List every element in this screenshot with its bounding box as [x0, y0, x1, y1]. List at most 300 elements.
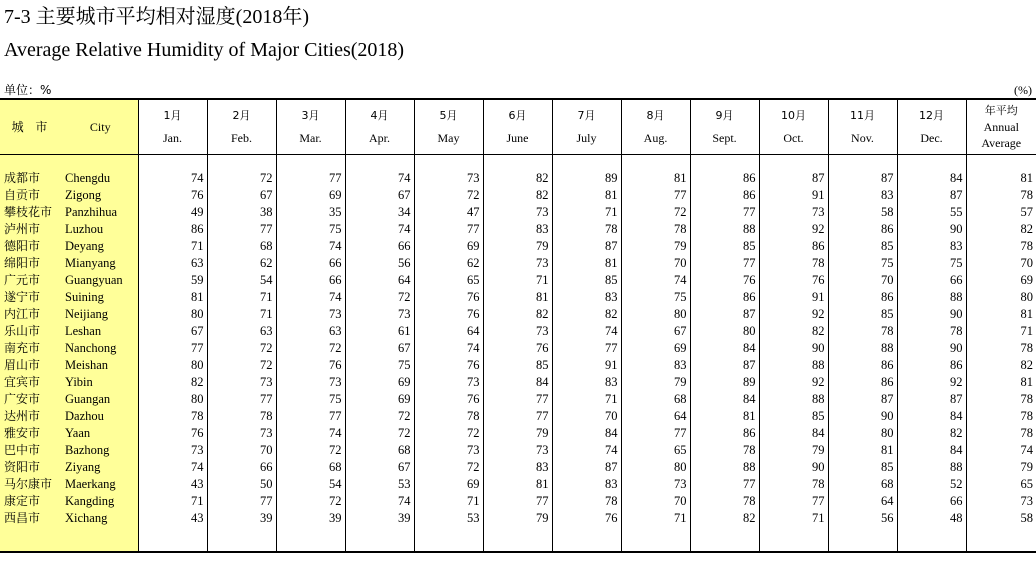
humidity-cell: 86 [828, 289, 897, 306]
humidity-cell: 74 [345, 221, 414, 238]
annual-average-cell: 78 [966, 238, 1036, 255]
humidity-cell: 82 [483, 170, 552, 187]
humidity-cell: 78 [828, 323, 897, 340]
humidity-cell: 84 [759, 425, 828, 442]
table-header-row [0, 99, 1036, 155]
humidity-cell: 77 [759, 493, 828, 510]
humidity-cell: 49 [138, 204, 207, 221]
humidity-cell: 65 [414, 272, 483, 289]
city-name-cn: 德阳市 [0, 238, 63, 255]
city-name-cn: 达州市 [0, 408, 63, 425]
humidity-cell: 75 [345, 357, 414, 374]
humidity-cell: 38 [207, 204, 276, 221]
humidity-cell: 86 [138, 221, 207, 238]
humidity-cell: 73 [759, 204, 828, 221]
humidity-cell: 70 [621, 493, 690, 510]
annual-average-cell: 71 [966, 323, 1036, 340]
humidity-cell: 82 [483, 306, 552, 323]
humidity-cell: 68 [207, 238, 276, 255]
humidity-cell: 77 [690, 255, 759, 272]
header-annual-average: 年平均 Annual Average [966, 99, 1036, 155]
humidity-cell: 91 [552, 357, 621, 374]
humidity-cell: 78 [759, 476, 828, 493]
humidity-cell: 71 [138, 238, 207, 255]
header-month: 7月 July [552, 99, 621, 155]
humidity-cell: 85 [828, 238, 897, 255]
humidity-cell: 87 [690, 357, 759, 374]
header-city-en: City [63, 99, 138, 155]
humidity-cell: 76 [138, 425, 207, 442]
humidity-cell: 70 [828, 272, 897, 289]
table-row [0, 510, 1036, 527]
humidity-cell: 76 [414, 391, 483, 408]
humidity-cell: 72 [276, 340, 345, 357]
humidity-cell: 78 [552, 221, 621, 238]
table-end-row [0, 527, 1036, 552]
humidity-cell: 77 [276, 408, 345, 425]
humidity-cell: 76 [276, 357, 345, 374]
annual-average-cell: 57 [966, 204, 1036, 221]
city-name-cn: 遂宁市 [0, 289, 63, 306]
humidity-cell: 75 [897, 255, 966, 272]
humidity-cell: 78 [759, 255, 828, 272]
humidity-cell: 75 [276, 221, 345, 238]
humidity-cell: 77 [207, 493, 276, 510]
humidity-cell: 73 [207, 425, 276, 442]
unit-label: 单位：% [4, 83, 52, 97]
city-name-en: Dazhou [63, 408, 138, 425]
humidity-cell: 76 [138, 187, 207, 204]
humidity-cell: 73 [276, 306, 345, 323]
humidity-cell: 83 [483, 459, 552, 476]
humidity-cell: 85 [759, 408, 828, 425]
humidity-cell: 90 [828, 408, 897, 425]
humidity-cell: 69 [621, 340, 690, 357]
humidity-cell: 87 [828, 391, 897, 408]
humidity-cell: 73 [483, 255, 552, 272]
humidity-cell: 83 [552, 374, 621, 391]
humidity-cell: 80 [621, 306, 690, 323]
table-row [0, 357, 1036, 374]
annual-average-cell: 81 [966, 170, 1036, 187]
humidity-cell: 48 [897, 510, 966, 527]
humidity-cell: 84 [897, 170, 966, 187]
annual-average-cell: 58 [966, 510, 1036, 527]
humidity-cell: 68 [621, 391, 690, 408]
table-row [0, 306, 1036, 323]
page-title-chinese: 7-3 主要城市平均相对湿度(2018年) [4, 6, 309, 28]
table-row [0, 391, 1036, 408]
humidity-cell: 71 [207, 289, 276, 306]
humidity-cell: 50 [207, 476, 276, 493]
humidity-cell: 80 [138, 391, 207, 408]
city-name-en: Leshan [63, 323, 138, 340]
humidity-cell: 78 [897, 323, 966, 340]
humidity-cell: 83 [897, 238, 966, 255]
humidity-cell: 70 [207, 442, 276, 459]
humidity-cell: 71 [552, 204, 621, 221]
humidity-cell: 59 [138, 272, 207, 289]
humidity-cell: 63 [276, 323, 345, 340]
humidity-cell: 69 [276, 187, 345, 204]
humidity-cell: 88 [897, 459, 966, 476]
humidity-cell: 70 [552, 408, 621, 425]
humidity-cell: 85 [483, 357, 552, 374]
city-name-cn: 马尔康市 [0, 476, 63, 493]
city-name-en: Guangan [63, 391, 138, 408]
humidity-cell: 72 [621, 204, 690, 221]
humidity-cell: 87 [759, 170, 828, 187]
humidity-cell: 83 [552, 476, 621, 493]
humidity-cell: 88 [759, 391, 828, 408]
humidity-cell: 58 [828, 204, 897, 221]
humidity-cell: 74 [276, 289, 345, 306]
humidity-cell: 85 [828, 459, 897, 476]
annual-average-cell: 73 [966, 493, 1036, 510]
humidity-cell: 86 [759, 238, 828, 255]
annual-average-cell: 69 [966, 272, 1036, 289]
humidity-cell: 87 [552, 459, 621, 476]
city-name-en: Guangyuan [63, 272, 138, 289]
humidity-cell: 90 [759, 459, 828, 476]
humidity-cell: 65 [621, 442, 690, 459]
table-row [0, 408, 1036, 425]
annual-average-cell: 81 [966, 306, 1036, 323]
humidity-cell: 39 [276, 510, 345, 527]
humidity-cell: 82 [552, 306, 621, 323]
humidity-cell: 73 [345, 306, 414, 323]
city-name-cn: 成都市 [0, 170, 63, 187]
humidity-cell: 73 [414, 374, 483, 391]
humidity-cell: 84 [897, 442, 966, 459]
header-city-cn: 城 市 [0, 99, 63, 155]
humidity-cell: 90 [897, 221, 966, 238]
humidity-cell: 88 [690, 221, 759, 238]
humidity-cell: 73 [483, 204, 552, 221]
city-name-cn: 自贡市 [0, 187, 63, 204]
humidity-cell: 81 [552, 255, 621, 272]
city-name-en: Kangding [63, 493, 138, 510]
humidity-cell: 74 [276, 238, 345, 255]
header-month: 3月 Mar. [276, 99, 345, 155]
humidity-cell: 85 [552, 272, 621, 289]
humidity-cell: 91 [759, 289, 828, 306]
humidity-cell: 74 [414, 340, 483, 357]
header-month: 12月 Dec. [897, 99, 966, 155]
humidity-cell: 87 [828, 170, 897, 187]
humidity-cell: 69 [345, 374, 414, 391]
humidity-cell: 72 [345, 425, 414, 442]
humidity-cell: 78 [690, 442, 759, 459]
city-name-en: Yaan [63, 425, 138, 442]
humidity-cell: 86 [690, 187, 759, 204]
humidity-cell: 75 [621, 289, 690, 306]
humidity-cell: 81 [828, 442, 897, 459]
humidity-cell: 71 [414, 493, 483, 510]
humidity-cell: 62 [414, 255, 483, 272]
humidity-cell: 89 [690, 374, 759, 391]
city-name-en: Suining [63, 289, 138, 306]
humidity-cell: 77 [552, 340, 621, 357]
humidity-cell: 74 [345, 493, 414, 510]
humidity-cell: 77 [207, 221, 276, 238]
humidity-cell: 67 [207, 187, 276, 204]
humidity-cell: 43 [138, 510, 207, 527]
humidity-cell: 86 [828, 357, 897, 374]
header-month: 9月 Sept. [690, 99, 759, 155]
humidity-cell: 72 [414, 425, 483, 442]
humidity-cell: 43 [138, 476, 207, 493]
city-name-cn: 攀枝花市 [0, 204, 63, 221]
humidity-cell: 83 [483, 221, 552, 238]
table-row [0, 476, 1036, 493]
humidity-cell: 90 [897, 340, 966, 357]
humidity-cell: 90 [759, 340, 828, 357]
city-name-cn: 广安市 [0, 391, 63, 408]
city-name-cn: 绵阳市 [0, 255, 63, 272]
humidity-cell: 76 [483, 340, 552, 357]
humidity-cell: 54 [207, 272, 276, 289]
table-row [0, 442, 1036, 459]
humidity-cell: 77 [621, 425, 690, 442]
annual-average-cell: 78 [966, 187, 1036, 204]
humidity-cell: 71 [207, 306, 276, 323]
humidity-cell: 86 [690, 289, 759, 306]
city-name-en: Nanchong [63, 340, 138, 357]
city-name-cn: 眉山市 [0, 357, 63, 374]
table-row [0, 255, 1036, 272]
annual-average-cell: 74 [966, 442, 1036, 459]
humidity-table [0, 98, 1036, 553]
city-name-en: Bazhong [63, 442, 138, 459]
header-month: 1月 Jan. [138, 99, 207, 155]
annual-average-cell: 81 [966, 374, 1036, 391]
humidity-cell: 39 [345, 510, 414, 527]
humidity-cell: 64 [345, 272, 414, 289]
humidity-cell: 73 [483, 442, 552, 459]
header-month: 6月 June [483, 99, 552, 155]
humidity-cell: 74 [552, 442, 621, 459]
humidity-cell: 73 [276, 374, 345, 391]
humidity-cell: 70 [621, 255, 690, 272]
humidity-cell: 54 [276, 476, 345, 493]
humidity-cell: 73 [621, 476, 690, 493]
humidity-cell: 72 [276, 442, 345, 459]
city-name-en: Neijiang [63, 306, 138, 323]
humidity-cell: 76 [414, 289, 483, 306]
annual-average-cell: 78 [966, 340, 1036, 357]
table-row [0, 187, 1036, 204]
humidity-cell: 76 [552, 510, 621, 527]
table-row [0, 238, 1036, 255]
humidity-cell: 64 [414, 323, 483, 340]
humidity-cell: 72 [414, 459, 483, 476]
humidity-cell: 78 [414, 408, 483, 425]
city-name-cn: 巴中市 [0, 442, 63, 459]
humidity-cell: 72 [276, 493, 345, 510]
humidity-cell: 84 [690, 340, 759, 357]
humidity-cell: 82 [897, 425, 966, 442]
humidity-cell: 80 [621, 459, 690, 476]
humidity-cell: 84 [897, 408, 966, 425]
humidity-cell: 74 [345, 170, 414, 187]
humidity-cell: 81 [483, 289, 552, 306]
humidity-cell: 79 [759, 442, 828, 459]
humidity-cell: 80 [828, 425, 897, 442]
city-name-cn: 康定市 [0, 493, 63, 510]
humidity-cell: 79 [621, 374, 690, 391]
humidity-cell: 83 [621, 357, 690, 374]
humidity-cell: 86 [828, 221, 897, 238]
humidity-cell: 81 [690, 408, 759, 425]
humidity-cell: 71 [759, 510, 828, 527]
humidity-cell: 74 [138, 459, 207, 476]
table-row [0, 221, 1036, 238]
humidity-cell: 79 [621, 238, 690, 255]
humidity-cell: 88 [897, 289, 966, 306]
annual-average-cell: 80 [966, 289, 1036, 306]
city-name-en: Xichang [63, 510, 138, 527]
humidity-cell: 66 [276, 272, 345, 289]
city-name-en: Maerkang [63, 476, 138, 493]
city-name-en: Zigong [63, 187, 138, 204]
humidity-cell: 74 [276, 425, 345, 442]
humidity-cell: 68 [345, 442, 414, 459]
humidity-cell: 77 [690, 476, 759, 493]
humidity-cell: 88 [690, 459, 759, 476]
humidity-cell: 71 [483, 272, 552, 289]
humidity-cell: 82 [138, 374, 207, 391]
humidity-cell: 66 [897, 493, 966, 510]
humidity-cell: 79 [483, 425, 552, 442]
humidity-cell: 91 [759, 187, 828, 204]
humidity-cell: 87 [897, 391, 966, 408]
humidity-cell: 78 [621, 221, 690, 238]
humidity-cell: 86 [690, 425, 759, 442]
humidity-cell: 85 [690, 238, 759, 255]
header-month: 10月 Oct. [759, 99, 828, 155]
humidity-cell: 72 [345, 408, 414, 425]
humidity-cell: 61 [345, 323, 414, 340]
humidity-cell: 81 [483, 476, 552, 493]
humidity-cell: 92 [759, 374, 828, 391]
header-month: 5月 May [414, 99, 483, 155]
humidity-cell: 71 [621, 510, 690, 527]
humidity-cell: 66 [276, 255, 345, 272]
city-name-en: Mianyang [63, 255, 138, 272]
table-row [0, 425, 1036, 442]
humidity-cell: 76 [690, 272, 759, 289]
city-name-cn: 泸州市 [0, 221, 63, 238]
humidity-cell: 87 [552, 238, 621, 255]
humidity-cell: 90 [897, 306, 966, 323]
humidity-cell: 78 [690, 493, 759, 510]
annual-average-cell: 82 [966, 357, 1036, 374]
humidity-cell: 77 [276, 170, 345, 187]
city-name-cn: 雅安市 [0, 425, 63, 442]
humidity-cell: 74 [621, 272, 690, 289]
annual-average-cell: 65 [966, 476, 1036, 493]
city-name-cn: 宜宾市 [0, 374, 63, 391]
city-name-en: Luzhou [63, 221, 138, 238]
humidity-cell: 77 [138, 340, 207, 357]
humidity-cell: 69 [414, 476, 483, 493]
annual-average-cell: 78 [966, 425, 1036, 442]
humidity-cell: 66 [207, 459, 276, 476]
table-row [0, 340, 1036, 357]
humidity-cell: 66 [897, 272, 966, 289]
page-title-english: Average Relative Humidity of Major Cities(2018) [4, 39, 405, 61]
humidity-cell: 79 [483, 510, 552, 527]
humidity-cell: 77 [414, 221, 483, 238]
humidity-cell: 68 [828, 476, 897, 493]
humidity-cell: 67 [345, 187, 414, 204]
table-row [0, 374, 1036, 391]
humidity-cell: 80 [138, 357, 207, 374]
humidity-cell: 76 [414, 306, 483, 323]
humidity-cell: 77 [621, 187, 690, 204]
annual-average-cell: 70 [966, 255, 1036, 272]
table-row [0, 493, 1036, 510]
annual-average-cell: 82 [966, 221, 1036, 238]
city-name-cn: 广元市 [0, 272, 63, 289]
humidity-cell: 80 [138, 306, 207, 323]
humidity-cell: 88 [759, 357, 828, 374]
humidity-cell: 86 [897, 357, 966, 374]
humidity-cell: 78 [138, 408, 207, 425]
humidity-cell: 73 [138, 442, 207, 459]
humidity-cell: 77 [690, 204, 759, 221]
humidity-cell: 67 [621, 323, 690, 340]
humidity-cell: 69 [414, 238, 483, 255]
humidity-cell: 87 [690, 306, 759, 323]
table-row [0, 323, 1036, 340]
humidity-cell: 74 [552, 323, 621, 340]
humidity-cell: 67 [345, 459, 414, 476]
humidity-cell: 83 [552, 289, 621, 306]
humidity-cell: 53 [345, 476, 414, 493]
humidity-cell: 92 [759, 221, 828, 238]
humidity-cell: 52 [897, 476, 966, 493]
humidity-cell: 81 [138, 289, 207, 306]
humidity-cell: 75 [828, 255, 897, 272]
city-name-en: Panzhihua [63, 204, 138, 221]
table-row [0, 272, 1036, 289]
humidity-cell: 86 [690, 170, 759, 187]
humidity-cell: 63 [207, 323, 276, 340]
humidity-cell: 72 [207, 170, 276, 187]
table-row [0, 289, 1036, 306]
humidity-cell: 82 [690, 510, 759, 527]
humidity-cell: 77 [483, 493, 552, 510]
humidity-cell: 89 [552, 170, 621, 187]
city-name-en: Ziyang [63, 459, 138, 476]
annual-average-cell: 78 [966, 408, 1036, 425]
header-month: 11月 Nov. [828, 99, 897, 155]
humidity-cell: 77 [207, 391, 276, 408]
humidity-cell: 68 [276, 459, 345, 476]
humidity-cell: 34 [345, 204, 414, 221]
unit-label-right: (%) [1014, 83, 1032, 97]
humidity-cell: 85 [828, 306, 897, 323]
humidity-cell: 47 [414, 204, 483, 221]
humidity-cell: 64 [621, 408, 690, 425]
header-month: 8月 Aug. [621, 99, 690, 155]
city-name-cn: 乐山市 [0, 323, 63, 340]
humidity-cell: 83 [828, 187, 897, 204]
humidity-cell: 84 [483, 374, 552, 391]
spacer-row [0, 155, 1036, 171]
